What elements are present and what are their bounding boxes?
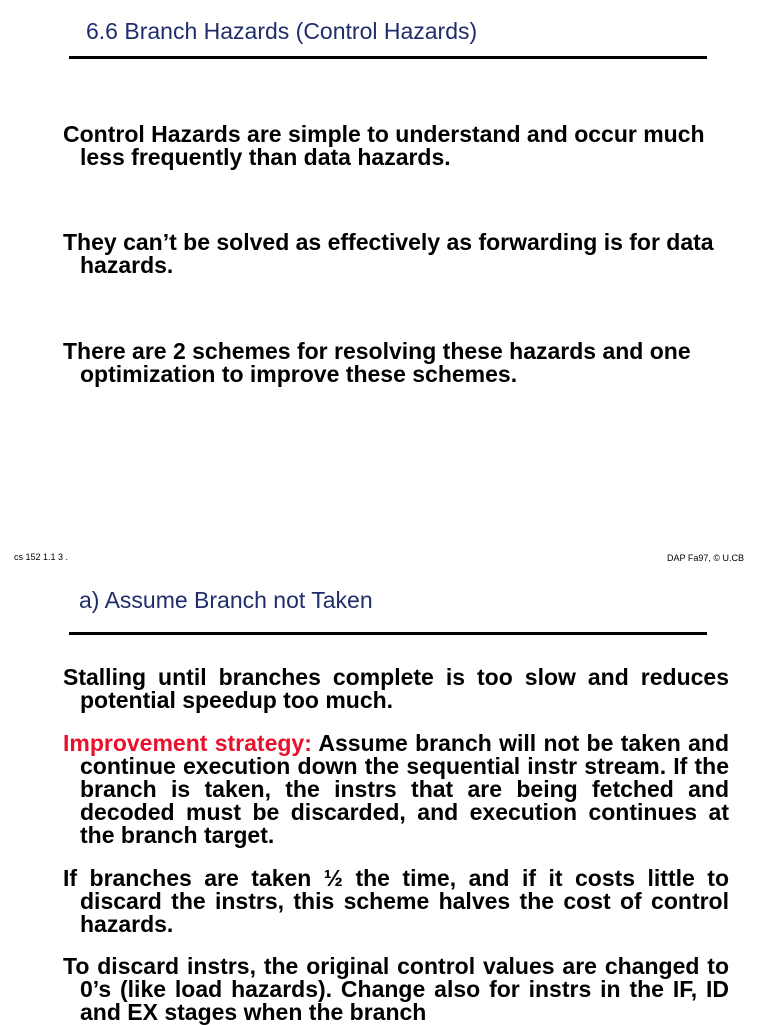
slide1-title-rule [69, 56, 707, 59]
slide2-paragraph-4: To discard instrs, the original control values are changed to 0’s (like load hazards). Change also for instrs in the IF, ID and EX stages when the branch [63, 953, 729, 1025]
slide2-paragraph-3: If branches are taken ½ the time, and if it costs little to discard the instrs, this scheme halves the cost of control hazards. [63, 865, 729, 937]
slide2-paragraph-2 [63, 732, 729, 847]
slide1-paragraph-3: There are 2 schemes for resolving these hazards and one optimization to improve these schemes. [63, 338, 691, 387]
improvement-strategy-label: Improvement strategy: [63, 730, 312, 756]
slide2-title-rule [69, 632, 707, 635]
footer-copyright: DAP Fa97, © U.CB [667, 553, 744, 563]
improvement-strategy-text: Assume branch will not be taken and continue execution down the sequential instr stream. If the branch is taken, the instrs that are being fetched and decoded must be discarded, and execution continues at the branch target. [80, 730, 729, 848]
slide1-title: 6.6 Branch Hazards (Control Hazards) [86, 18, 478, 44]
slide2-paragraph-1: Stalling until branches complete is too slow and reduces potential speedup too much. [63, 664, 729, 713]
slide2-title: a) Assume Branch not Taken [79, 587, 373, 613]
slide1-paragraph-2: They can’t be solved as effectively as forwarding is for data hazards. [63, 229, 714, 278]
slide1-paragraph-1: Control Hazards are simple to understand and occur much less frequently than data hazards. [63, 121, 705, 170]
footer-course-label: cs 152 1.1 3 . [14, 552, 69, 562]
